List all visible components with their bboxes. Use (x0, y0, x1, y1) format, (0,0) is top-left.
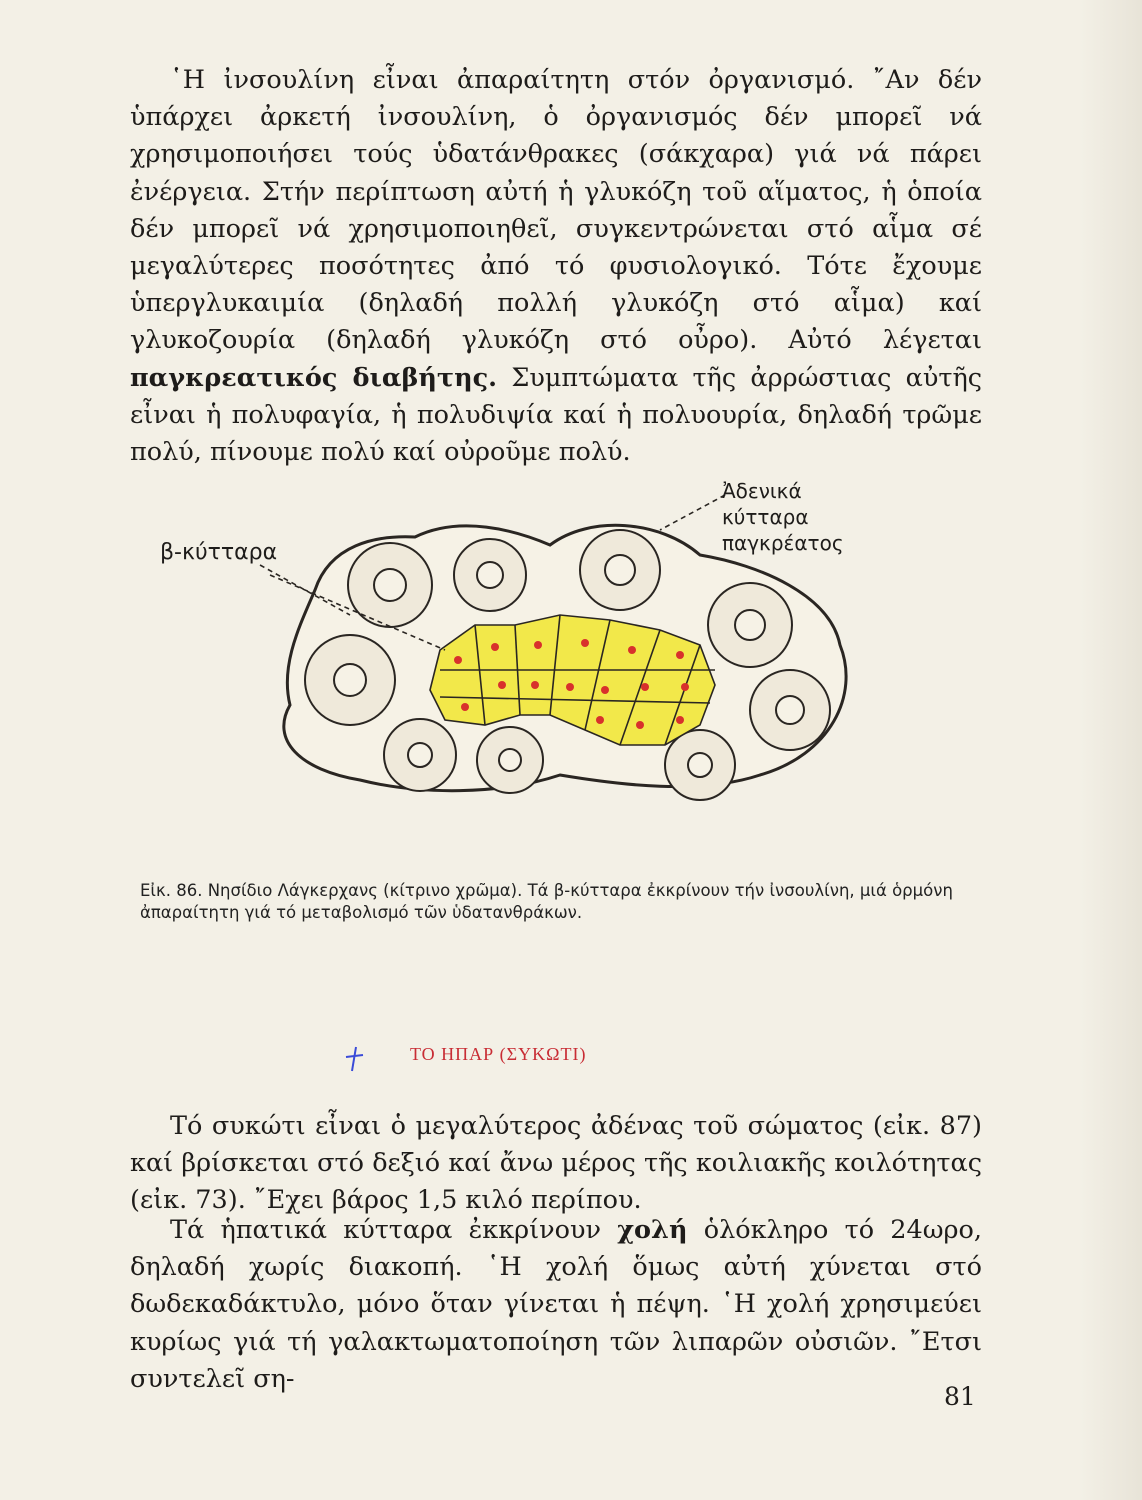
paragraph-liver-intro (130, 1108, 982, 1220)
page-edge-shade (1080, 0, 1142, 1500)
paragraph-bile (130, 1212, 982, 1398)
pen-mark-icon (343, 1046, 365, 1072)
paragraph-text: ὁλόκληρο τό 24ωρο, δηλαδή χωρίς διακοπή. ῾Η χολή ὅμως αὐτή χύνεται στό δωδεκαδάκτυλο, μόνο ὅταν γίνεται ἡ πέψη. ῾Η χολή χρησιμεύει κυρίως γιά τή γαλακτωματοποίηση τῶν λιπαρῶν οὐσιῶν. ῎Ετσι συντελεῖ ση- (130, 1215, 983, 1394)
bold-term: παγκρεατικός διαβήτης. (130, 362, 498, 393)
label-acinar-cells: Ἀδενικά κύτταρα παγκρέατος (722, 479, 844, 555)
paragraph-insulin (130, 62, 982, 471)
label-beta-cells: β-κύτταρα (160, 540, 278, 565)
section-heading: ΤΟ ΗΠΑΡ (ΣΥΚΩΤΙ) (410, 1044, 587, 1064)
paragraph-text: Τό συκώτι εἶναι ὁ μεγαλύτερος ἀδένας τοῦ σώματος (εἰκ. 87) καί βρίσκεται στό δεξιό καί ἄνω μέρος τῆς κοιλιακῆς κοιλότητας (εἰκ. 73). ῎Εχει βάρος 1,5 κιλό περίπου. (130, 1111, 982, 1216)
bold-term: χολή (617, 1215, 688, 1245)
paragraph-text: Συμπτώματα τῆς ἀρρώστιας αὐτῆς εἶναι ἡ πολυφαγία, ἡ πολυδιψία καί ἡ πολυουρία, δηλαδή τρῶμε πολύ, πίνουμε πολύ καί οὐροῦμε πολύ. (130, 362, 983, 468)
paragraph-text: Τά ἡπατικά κύτταρα ἐκκρίνουν (170, 1215, 602, 1245)
page-number: 81 (944, 1382, 976, 1411)
paragraph-text: ῾Η ἰνσουλίνη εἶναι ἀπαραίτητη στόν ὀργανισμό. ῎Αν δέν ὑπάρχει ἀρκετή ἰνσουλίνη, ὁ ὀργανισμός δέν μπορεῖ νά χρησιμοποιήσει τούς ὑδατάνθρακες (σάκχαρα) γιά νά πάρει ἐνέργεια. Στήν περίπτωση αὐτή ἡ γλυκόζη τοῦ αἵματος, ἡ ὁποία δέν μπορεῖ νά χρησιμοποιηθεῖ, συγκεντρώνεται στό αἷμα σέ μεγαλύτερες ποσότητες ἀπό τό φυσιολογικό. Τότε ἔχουμε ὑπεργλυκαιμία (δηλαδή πολλή γλυκόζη στό αἷμα) καί γλυκοζουρία (δηλαδή γλυκόζη στό οὖρο). Αὐτό λέγεται (130, 65, 982, 356)
figure-caption: Εἰκ. 86. Νησίδιο Λάγκερχανς (κίτρινο χρῶμα). Τά β-κύτταρα ἐκκρίνουν τήν ἰνσουλίνη, μιά ὁρμόνη ἀπαραίτητη γιά τό μεταβολισμό τῶν ὑδατανθράκων. (140, 881, 953, 922)
